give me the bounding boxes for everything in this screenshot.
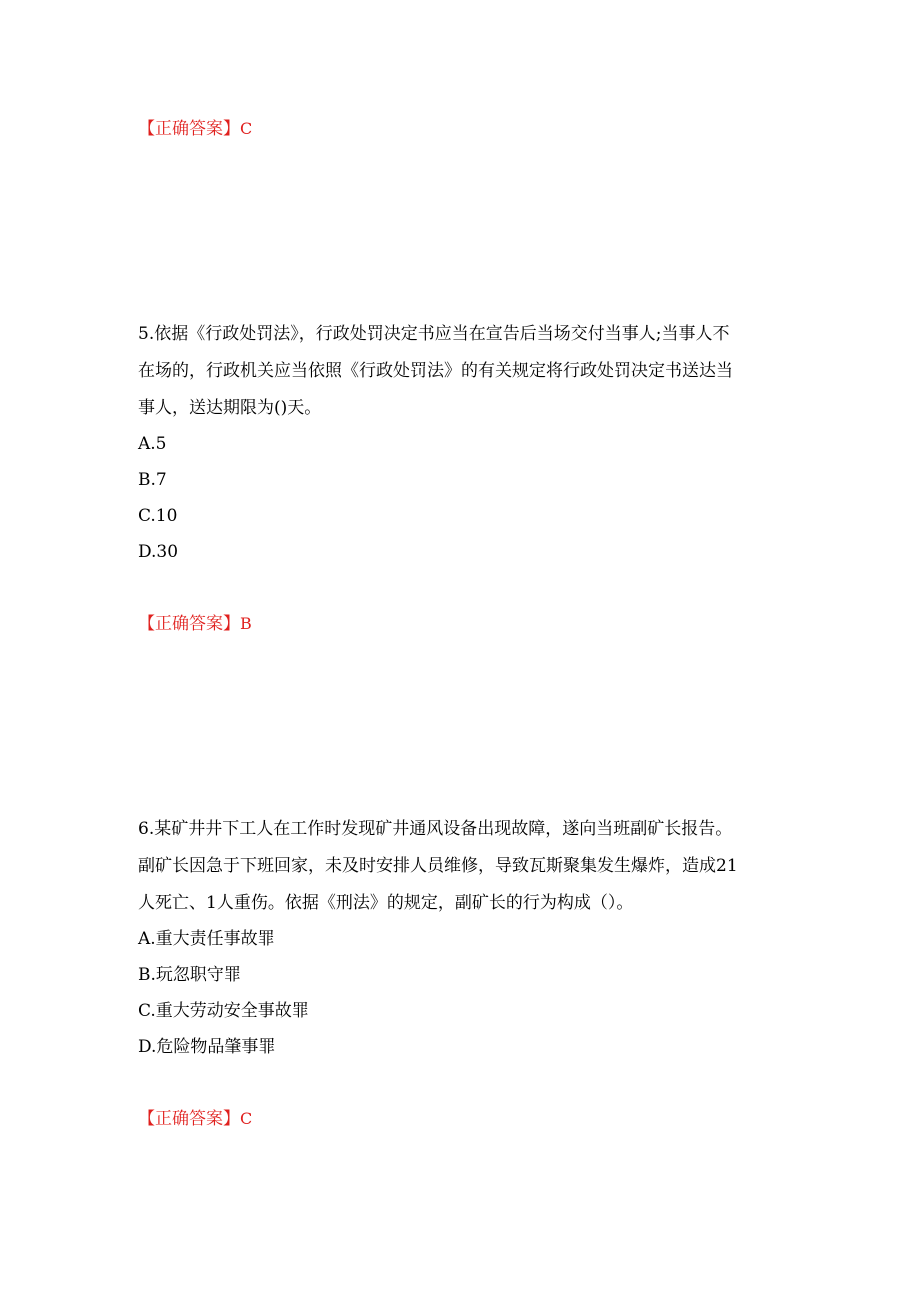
question-text-line: 在场的，行政机关应当依照《行政处罚法》的有关规定将行政处罚决定书送达当 (138, 361, 733, 381)
question-text-line: 5.依据《行政处罚法》，行政处罚决定书应当在宣告后当场交付当事人;当事人不 (138, 324, 730, 344)
option-c: C.10 (138, 506, 178, 526)
answer-value: B (240, 614, 252, 633)
option-a: A.重大责任事故罪 (138, 929, 275, 949)
option-d: D.危险物品肇事罪 (138, 1037, 276, 1057)
option-b: B.7 (138, 470, 167, 490)
question-text-line: 6.某矿井井下工人在工作时发现矿井通风设备出现故障，遂向当班副矿长报告。 (138, 819, 733, 839)
answer-label: 【正确答案】 (138, 1109, 240, 1129)
answer-label: 【正确答案】 (138, 614, 240, 634)
answer-value: C (240, 1109, 253, 1128)
answer-label: 【正确答案】 (138, 119, 240, 139)
prev-answer (138, 119, 252, 139)
option-b: B.玩忽职守罪 (138, 965, 241, 985)
question-text-line: 事人，送达期限为()天。 (138, 398, 322, 418)
question-5-answer (138, 614, 252, 634)
question-6-answer (138, 1109, 252, 1129)
question-text-line: 人死亡、1人重伤。依据《刑法》的规定，副矿长的行为构成（）。 (138, 893, 634, 913)
answer-value: C (240, 119, 253, 138)
option-d: D.30 (138, 542, 179, 562)
question-text-line: 副矿长因急于下班回家，未及时安排人员维修，导致瓦斯聚集发生爆炸，造成21 (138, 856, 738, 876)
option-a: A.5 (138, 434, 167, 454)
option-c: C.重大劳动安全事故罪 (138, 1001, 309, 1021)
